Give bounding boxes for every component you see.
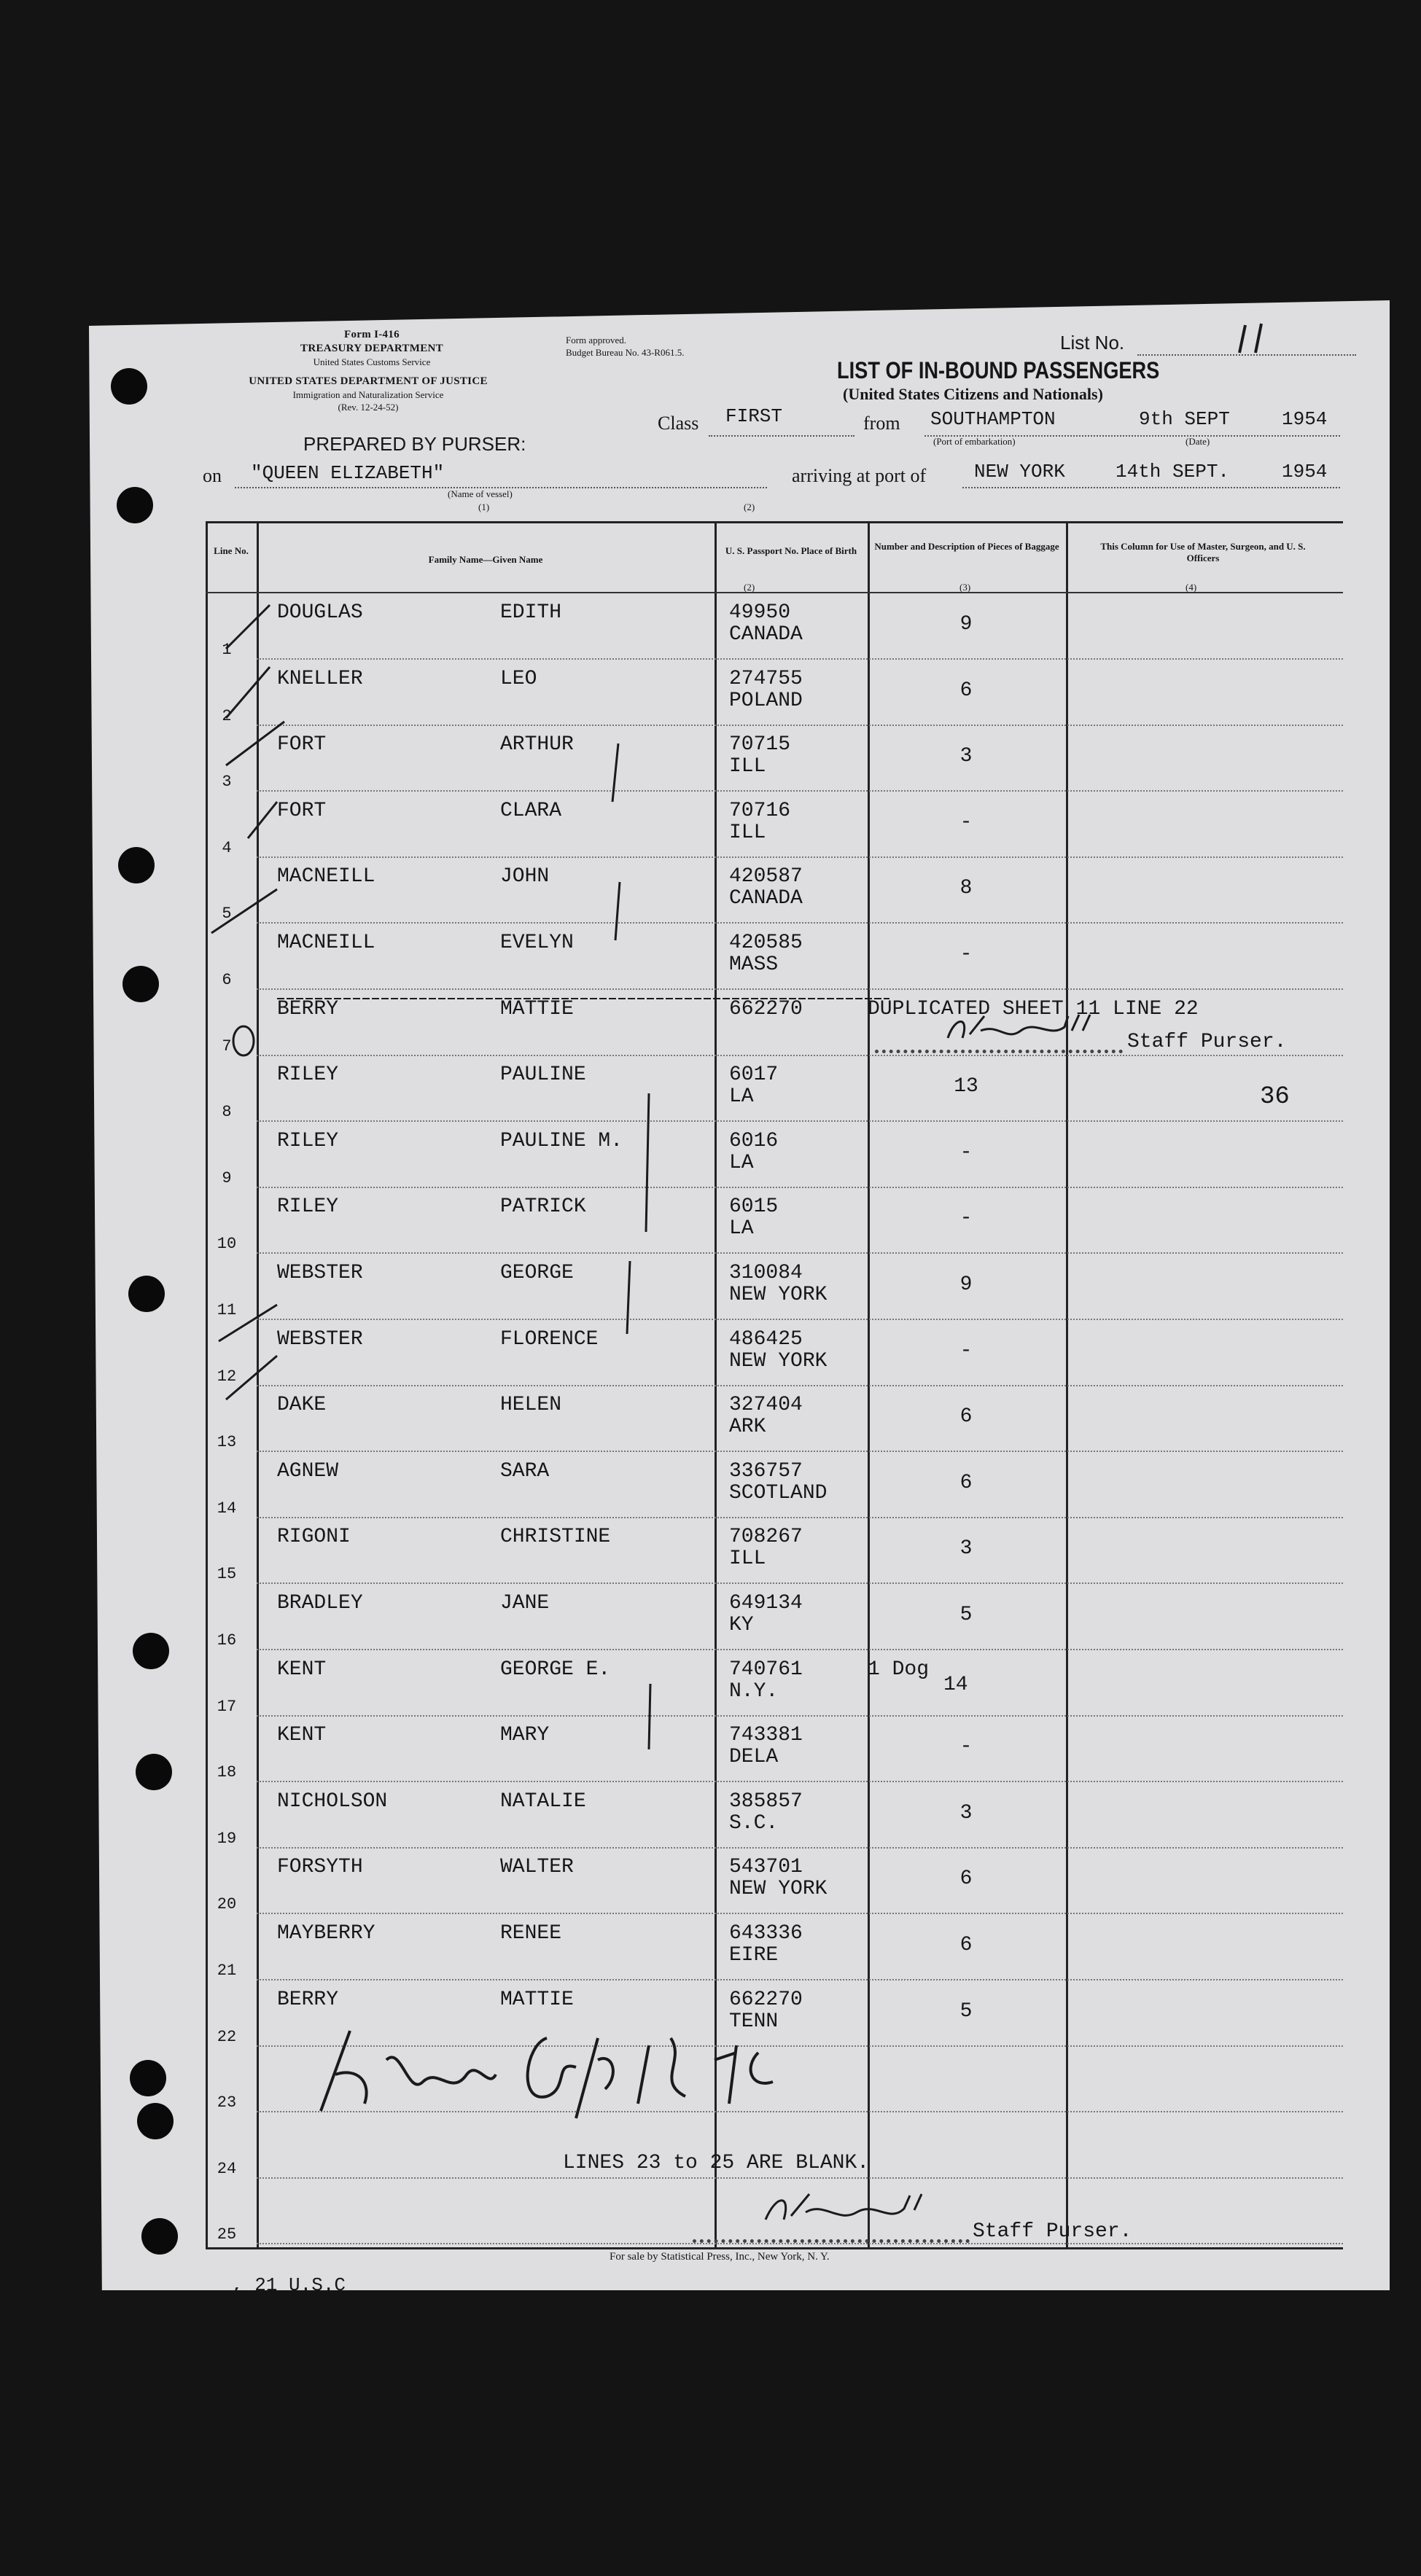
list-number-handwritten — [1232, 321, 1276, 357]
prepared-by: PREPARED BY PURSER: — [303, 433, 526, 455]
family-name: RIGONI — [277, 1526, 351, 1549]
line-number: 8 — [222, 1103, 232, 1122]
line-number: 22 — [217, 2027, 237, 2046]
family-name: BERRY — [277, 997, 339, 1020]
given-name: EVELYN — [500, 932, 574, 954]
class-line — [709, 435, 854, 437]
manifest-subtitle: (United States Citizens and Nationals) — [843, 385, 1103, 403]
line-number: 15 — [217, 1565, 237, 1584]
passport-number: 662270 — [729, 997, 803, 1020]
line-number: 9 — [222, 1168, 232, 1187]
baggage-count: 6 — [959, 1471, 973, 1494]
revision: (Rev. 12-24-52) — [338, 402, 399, 413]
form-number: Form I-416 — [344, 329, 400, 340]
family-name: DAKE — [277, 1394, 327, 1417]
given-name: PAULINE — [500, 1063, 586, 1087]
birth-place: POLAND — [729, 689, 803, 712]
given-name: GEORGE — [500, 1262, 574, 1284]
port-caption: (Port of embarkation) — [933, 436, 1016, 447]
baggage-count: - — [959, 1141, 973, 1164]
line-number: 6 — [222, 971, 232, 989]
family-name: WEBSTER — [277, 1262, 363, 1284]
line-number: 24 — [217, 2159, 237, 2178]
baggage-count: 6 — [959, 679, 973, 702]
given-name: EDITH — [500, 601, 562, 624]
line-number: 13 — [217, 1433, 237, 1452]
passport-number: 649134 — [729, 1592, 803, 1615]
family-name: KENT — [277, 1724, 327, 1747]
line-number: 3 — [222, 773, 232, 792]
form-approved: Form approved. — [566, 335, 627, 346]
birth-place: LA — [729, 1151, 754, 1174]
passport-number: 743381 — [729, 1724, 803, 1747]
family-name: FORT — [277, 799, 327, 822]
baggage-count: 6 — [959, 1867, 973, 1891]
birth-place: LA — [729, 1217, 754, 1241]
passport-number: 420585 — [729, 932, 803, 954]
line-number: 11 — [217, 1301, 237, 1319]
punch-hole — [130, 2060, 166, 2096]
family-name: MACNEILL — [277, 865, 375, 889]
blank-lines-note: LINES 23 to 25 ARE BLANK. — [563, 2152, 870, 2174]
family-name: DOUGLAS — [277, 601, 363, 624]
passport-number: 420587 — [729, 865, 803, 889]
family-name: RILEY — [277, 1195, 339, 1219]
birth-place: MASS — [729, 953, 779, 976]
passport-number: 6016 — [729, 1129, 779, 1152]
manifest-title: LIST OF IN-BOUND PASSENGERS — [837, 357, 1160, 383]
baggage-count: - — [959, 943, 973, 966]
passport-number: 385857 — [729, 1789, 803, 1813]
col-officers-header: This Column for Use of Master, Surgeon, and U. S. Officers — [1100, 541, 1306, 563]
birth-place: NEW YORK — [729, 1349, 828, 1373]
baggage-count: DUPLICATED SHEET 11 LINE 22 — [868, 997, 1199, 1020]
birth-place: DELA — [729, 1746, 779, 1769]
given-name: SARA — [500, 1459, 550, 1483]
bracket-marks — [598, 729, 671, 1764]
line-number: 2 — [222, 706, 232, 725]
punch-hole — [133, 1633, 169, 1669]
passport-number: 310084 — [729, 1262, 803, 1284]
punch-hole — [118, 847, 155, 883]
line-number: 18 — [217, 1763, 237, 1782]
embark-port: SOUTHAMPTON — [930, 408, 1056, 430]
line-number: 7 — [222, 1037, 232, 1055]
passport-number: 49950 — [729, 601, 791, 624]
punch-hole — [137, 2103, 174, 2139]
ins-service: Immigration and Naturalization Service — [292, 389, 444, 400]
date-caption: (Date) — [1186, 436, 1210, 447]
baggage-count: 3 — [959, 1801, 973, 1824]
list-no-label: List No. — [1060, 332, 1125, 354]
baggage-count: 13 — [954, 1075, 978, 1098]
punch-hole — [141, 2218, 178, 2255]
given-name: NATALIE — [500, 1789, 586, 1813]
line-number: 23 — [217, 2093, 237, 2112]
baggage-count: 8 — [959, 877, 973, 900]
baggage-count: 9 — [959, 613, 973, 636]
col-baggage-header: Number and Description of Pieces of Baggage — [874, 541, 1059, 552]
line-number: 20 — [217, 1895, 237, 1914]
line-number: 17 — [217, 1697, 237, 1716]
birth-place: ILL — [729, 1547, 766, 1571]
depart-year: 1954 — [1282, 408, 1328, 430]
line-number: 4 — [222, 838, 232, 857]
arrival-line — [962, 487, 1340, 488]
passport-number: 274755 — [729, 667, 803, 690]
given-name: MATTIE — [500, 997, 574, 1020]
punch-hole — [136, 1754, 172, 1790]
budget-bureau: Budget Bureau No. 43-R061.5. — [566, 347, 685, 358]
birth-place: LA — [729, 1085, 754, 1109]
passport-number: 643336 — [729, 1922, 803, 1945]
baggage-count: - — [959, 1207, 973, 1230]
line-number: 1 — [222, 641, 232, 659]
justice-dept: UNITED STATES DEPARTMENT OF JUSTICE — [249, 375, 488, 387]
row8-officer-note: 36 — [1260, 1083, 1290, 1111]
line-number: 25 — [217, 2225, 237, 2244]
vessel-name: "QUEEN ELIZABETH" — [251, 462, 445, 484]
line-number: 14 — [217, 1499, 237, 1518]
purser-line — [693, 2239, 970, 2243]
treasury-dept: TREASURY DEPARTMENT — [300, 343, 443, 354]
on-label: on — [203, 465, 222, 486]
birth-place: NEW YORK — [729, 1284, 828, 1306]
customs-service: United States Customs Service — [313, 356, 431, 367]
birth-place: TENN — [729, 2010, 779, 2033]
family-name: KNELLER — [277, 667, 363, 690]
arrival-date: 14th SEPT. — [1116, 461, 1230, 483]
family-name: MACNEILL — [277, 932, 375, 954]
col-caption: (2) — [744, 582, 755, 593]
punch-hole — [128, 1276, 165, 1312]
birth-place: N.Y. — [729, 1679, 779, 1703]
given-name: CLARA — [500, 799, 562, 822]
family-name: NICHOLSON — [277, 1789, 388, 1813]
col-caption: (3) — [959, 582, 971, 593]
passport-number: 740761 — [729, 1658, 803, 1681]
punch-hole — [111, 368, 147, 405]
birth-place: NEW YORK — [729, 1878, 828, 1901]
punch-hole — [122, 966, 159, 1002]
birth-place: ILL — [729, 821, 766, 844]
given-name: ARTHUR — [500, 733, 574, 757]
given-name: LEO — [500, 667, 537, 690]
tick-marks — [204, 583, 569, 2041]
baggage-count: 5 — [959, 1999, 973, 2023]
arrival-port: NEW YORK — [974, 461, 1065, 483]
bottom-signature — [758, 2187, 941, 2238]
given-name: PAULINE M. — [500, 1129, 623, 1152]
passport-number: 486425 — [729, 1327, 803, 1351]
line-number: 5 — [222, 905, 232, 924]
birth-place: CANADA — [729, 887, 803, 910]
col-line-header: Line No. — [214, 545, 249, 556]
passport-number: 6015 — [729, 1195, 779, 1219]
line-number: 12 — [217, 1367, 237, 1386]
arriving-label: arriving at port of — [792, 465, 927, 486]
passport-number: 708267 — [729, 1526, 803, 1549]
col-passport-header: U. S. Passport No. Place of Birth — [725, 545, 857, 556]
given-name: PATRICK — [500, 1195, 586, 1219]
baggage-count: - — [959, 811, 973, 834]
baggage-count: - — [959, 1339, 973, 1362]
line-number: 21 — [217, 1962, 237, 1980]
class-value: FIRST — [725, 405, 783, 427]
caption-2: (2) — [744, 501, 755, 512]
family-name: BERRY — [277, 1988, 339, 2011]
depart-date: 9th SEPT — [1139, 408, 1230, 430]
arrival-year: 1954 — [1282, 461, 1328, 483]
margin-note: , 21 U.S.C — [232, 2274, 346, 2296]
family-name: FORT — [277, 733, 327, 757]
baggage-count: 6 — [959, 1934, 973, 1956]
birth-place: S.C. — [729, 1811, 779, 1835]
row7-purser: Staff Purser. — [1127, 1031, 1287, 1053]
caption-1: (1) — [478, 501, 490, 512]
family-name: AGNEW — [277, 1459, 339, 1483]
birth-place: ILL — [729, 755, 766, 778]
family-name: RILEY — [277, 1129, 339, 1152]
punch-hole — [117, 487, 153, 523]
passport-number: 336757 — [729, 1459, 803, 1483]
given-name: WALTER — [500, 1856, 574, 1879]
baggage-count: 9 — [959, 1273, 973, 1296]
family-name: MAYBERRY — [277, 1922, 375, 1945]
family-name: FORSYTH — [277, 1856, 363, 1879]
staff-purser: Staff Purser. — [973, 2220, 1132, 2243]
given-name: GEORGE E. — [500, 1658, 611, 1681]
printer-footer: For sale by Statistical Press, Inc., New York, N. Y. — [610, 2251, 830, 2263]
row17-baggage-extra: 14 — [943, 1674, 968, 1696]
given-name: HELEN — [500, 1394, 562, 1417]
baggage-count: 6 — [959, 1405, 973, 1429]
given-name: JANE — [500, 1592, 550, 1615]
col-name-header: Family Name—Given Name — [428, 554, 543, 565]
bottom-rule — [206, 2247, 1343, 2249]
birth-place: SCOTLAND — [729, 1481, 828, 1504]
family-name: WEBSTER — [277, 1327, 363, 1351]
line-number: 10 — [217, 1235, 237, 1254]
line-number: 19 — [217, 1829, 237, 1848]
family-name: BRADLEY — [277, 1592, 363, 1615]
birth-place: EIRE — [729, 1944, 779, 1967]
baggage-count: 3 — [959, 1537, 973, 1561]
passport-number: 70716 — [729, 799, 791, 822]
passport-number: 662270 — [729, 1988, 803, 2011]
purser-signature — [941, 1009, 1108, 1053]
birth-place: KY — [729, 1614, 754, 1636]
baggage-count: 1 Dog — [868, 1658, 930, 1681]
birth-place: CANADA — [729, 623, 803, 646]
given-name: MATTIE — [500, 1988, 574, 2011]
family-name: RILEY — [277, 1063, 339, 1087]
baggage-count: - — [959, 1736, 973, 1759]
passport-number: 543701 — [729, 1856, 803, 1879]
class-label: Class — [658, 413, 699, 434]
passport-number: 70715 — [729, 733, 791, 757]
family-name: KENT — [277, 1658, 327, 1681]
vessel-caption: (Name of vessel) — [448, 488, 513, 499]
given-name: RENEE — [500, 1922, 562, 1945]
from-label: from — [863, 413, 900, 434]
col-caption: (4) — [1186, 582, 1197, 593]
line-number: 16 — [217, 1631, 237, 1650]
birth-place: ARK — [729, 1416, 766, 1439]
passport-number: 6017 — [729, 1063, 779, 1087]
given-name: MARY — [500, 1724, 550, 1747]
passport-number: 327404 — [729, 1394, 803, 1417]
baggage-count: 3 — [959, 745, 973, 768]
given-name: CHRISTINE — [500, 1526, 611, 1549]
given-name: FLORENCE — [500, 1327, 599, 1351]
given-name: JOHN — [500, 865, 550, 889]
baggage-count: 5 — [959, 1604, 973, 1626]
